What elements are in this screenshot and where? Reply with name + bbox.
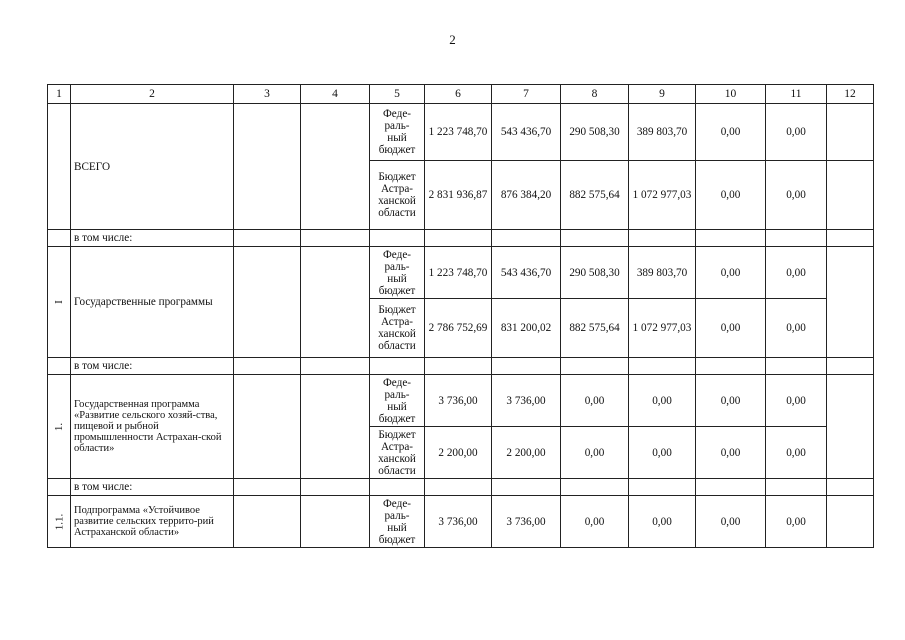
value-cell: 3 736,00 — [425, 496, 492, 548]
empty-cell — [48, 358, 71, 375]
value-cell: 543 436,70 — [492, 247, 561, 299]
empty-cell — [48, 479, 71, 496]
value-cell: 2 786 752,69 — [425, 299, 492, 358]
subtotal-note: в том числе: — [71, 230, 234, 247]
value-cell: 2 831 936,87 — [425, 161, 492, 230]
table-row — [48, 375, 874, 427]
budget-table — [47, 84, 874, 548]
value-cell: 543 436,70 — [492, 104, 561, 161]
value-cell: 876 384,20 — [492, 161, 561, 230]
table-row — [48, 247, 874, 299]
header-cell: 10 — [696, 85, 766, 104]
empty-cell — [629, 230, 696, 247]
header-cell: 8 — [561, 85, 629, 104]
empty-cell — [629, 358, 696, 375]
header-cell: 11 — [766, 85, 827, 104]
value-cell: 0,00 — [766, 375, 827, 427]
value-cell: 0,00 — [696, 496, 766, 548]
empty-cell — [301, 479, 370, 496]
empty-cell — [301, 496, 370, 548]
value-cell: 0,00 — [561, 496, 629, 548]
empty-cell — [827, 479, 874, 496]
value-cell: 0,00 — [561, 375, 629, 427]
empty-cell — [370, 358, 425, 375]
empty-cell — [827, 230, 874, 247]
source-label: Бюджет Астра- ханской области — [370, 161, 425, 230]
table-row — [48, 479, 874, 496]
source-label: Феде- раль- ный бюджет — [370, 104, 425, 161]
value-cell: 0,00 — [766, 427, 827, 479]
row-title: Государственные программы — [71, 247, 234, 358]
row-title: ВСЕГО — [71, 104, 234, 230]
value-cell: 0,00 — [696, 247, 766, 299]
empty-cell — [561, 230, 629, 247]
empty-cell — [766, 230, 827, 247]
empty-cell — [766, 358, 827, 375]
value-cell: 0,00 — [629, 375, 696, 427]
value-cell: 3 736,00 — [492, 375, 561, 427]
empty-cell — [827, 375, 874, 479]
table-row — [48, 230, 874, 247]
subtotal-note: в том числе: — [71, 479, 234, 496]
row-number — [48, 104, 71, 230]
value-cell: 0,00 — [766, 247, 827, 299]
header-cell: 4 — [301, 85, 370, 104]
value-cell: 1 072 977,03 — [629, 299, 696, 358]
empty-cell — [827, 496, 874, 548]
value-cell: 1 223 748,70 — [425, 247, 492, 299]
header-cell: 3 — [234, 85, 301, 104]
value-cell: 0,00 — [696, 104, 766, 161]
value-cell: 389 803,70 — [629, 247, 696, 299]
empty-cell — [234, 230, 301, 247]
empty-cell — [234, 375, 301, 479]
value-cell: 831 200,02 — [492, 299, 561, 358]
empty-cell — [492, 358, 561, 375]
empty-cell — [301, 358, 370, 375]
source-label: Феде- раль- ный бюджет — [370, 247, 425, 299]
row-number: 1. — [48, 375, 71, 479]
header-cell: 9 — [629, 85, 696, 104]
empty-cell — [827, 161, 874, 230]
empty-cell — [827, 104, 874, 161]
subtotal-note: в том числе: — [71, 358, 234, 375]
empty-cell — [629, 479, 696, 496]
empty-cell — [425, 479, 492, 496]
table-row — [48, 496, 874, 548]
source-label: Бюджет Астра- ханской области — [370, 427, 425, 479]
empty-cell — [234, 247, 301, 358]
header-cell: 7 — [492, 85, 561, 104]
value-cell: 0,00 — [766, 299, 827, 358]
empty-cell — [425, 230, 492, 247]
value-cell: 290 508,30 — [561, 247, 629, 299]
source-label: Феде- раль- ный бюджет — [370, 375, 425, 427]
empty-cell — [48, 230, 71, 247]
value-cell: 0,00 — [629, 427, 696, 479]
empty-cell — [301, 104, 370, 230]
value-cell: 389 803,70 — [629, 104, 696, 161]
empty-cell — [370, 230, 425, 247]
empty-cell — [561, 358, 629, 375]
row-number: 1.1. — [48, 496, 71, 548]
row-title: Государственная программа «Развитие сельского хозяй-ства, пищевой и рыбной промышленности Астрахан-ской области» — [71, 375, 234, 479]
value-cell: 0,00 — [696, 161, 766, 230]
empty-cell — [301, 230, 370, 247]
empty-cell — [827, 247, 874, 358]
header-cell: 5 — [370, 85, 425, 104]
value-cell: 0,00 — [629, 496, 696, 548]
empty-cell — [301, 375, 370, 479]
value-cell: 0,00 — [696, 427, 766, 479]
value-cell: 290 508,30 — [561, 104, 629, 161]
empty-cell — [425, 358, 492, 375]
empty-cell — [696, 358, 766, 375]
empty-cell — [827, 358, 874, 375]
header-cell: 2 — [71, 85, 234, 104]
empty-cell — [234, 358, 301, 375]
header-cell: 1 — [48, 85, 71, 104]
empty-cell — [696, 479, 766, 496]
value-cell: 3 736,00 — [425, 375, 492, 427]
empty-cell — [492, 230, 561, 247]
empty-cell — [370, 479, 425, 496]
table-row — [48, 358, 874, 375]
empty-cell — [301, 247, 370, 358]
value-cell: 0,00 — [696, 299, 766, 358]
value-cell: 882 575,64 — [561, 299, 629, 358]
value-cell: 1 223 748,70 — [425, 104, 492, 161]
value-cell: 1 072 977,03 — [629, 161, 696, 230]
row-title: Подпрограмма «Устойчивое развитие сельских террито-рий Астраханской области» — [71, 496, 234, 548]
empty-cell — [696, 230, 766, 247]
table-row — [48, 104, 874, 161]
value-cell: 2 200,00 — [492, 427, 561, 479]
value-cell: 0,00 — [766, 496, 827, 548]
source-label: Феде- раль- ный бюджет — [370, 496, 425, 548]
empty-cell — [492, 479, 561, 496]
value-cell: 882 575,64 — [561, 161, 629, 230]
empty-cell — [234, 479, 301, 496]
source-label: Бюджет Астра- ханской области — [370, 299, 425, 358]
empty-cell — [234, 496, 301, 548]
header-cell: 6 — [425, 85, 492, 104]
value-cell: 2 200,00 — [425, 427, 492, 479]
header-cell: 12 — [827, 85, 874, 104]
empty-cell — [766, 479, 827, 496]
empty-cell — [234, 104, 301, 230]
value-cell: 0,00 — [696, 375, 766, 427]
value-cell: 3 736,00 — [492, 496, 561, 548]
value-cell: 0,00 — [561, 427, 629, 479]
page-number: 2 — [449, 32, 456, 47]
header-row — [48, 85, 874, 104]
empty-cell — [561, 479, 629, 496]
value-cell: 0,00 — [766, 161, 827, 230]
row-number: I — [48, 247, 71, 358]
value-cell: 0,00 — [766, 104, 827, 161]
